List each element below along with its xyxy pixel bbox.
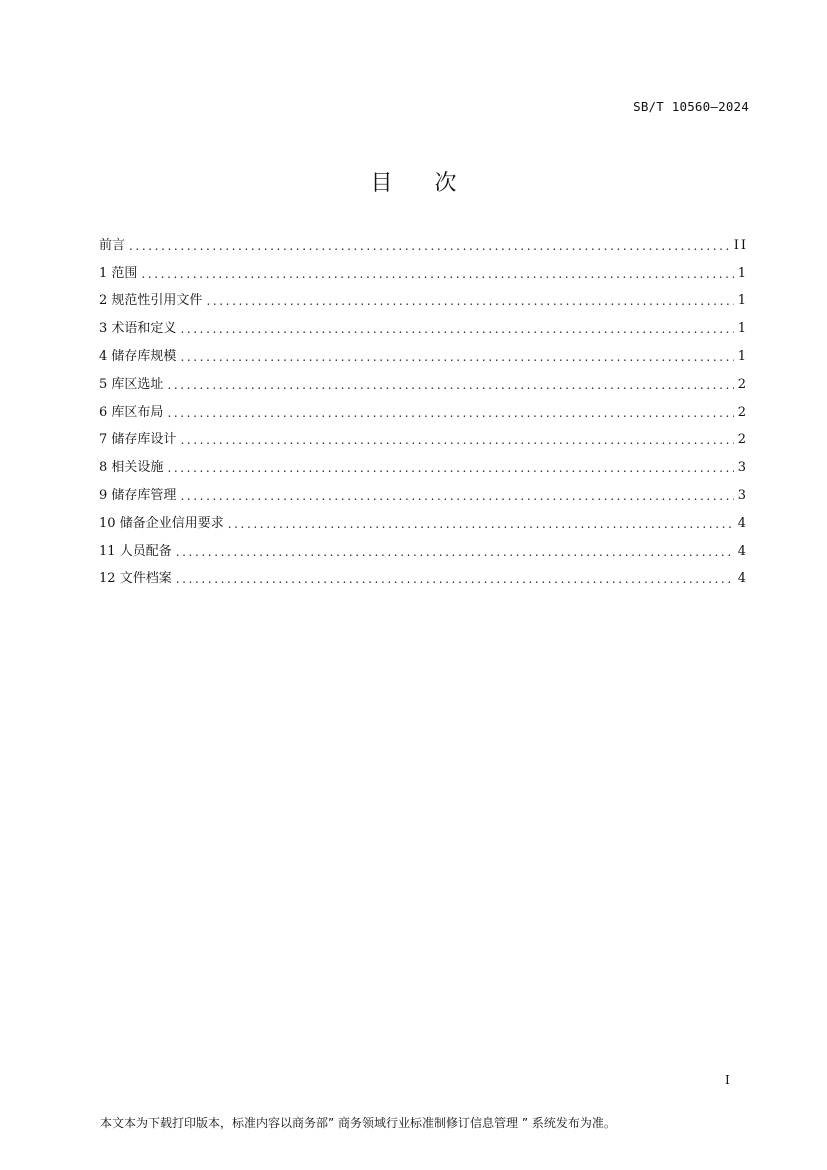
toc-label: 术语和定义: [111, 321, 177, 337]
toc-page: 1: [737, 265, 748, 281]
toc-leader-dots: [167, 375, 733, 395]
toc-entry-1[interactable]: [99, 256, 748, 284]
toc-leader-dots: [176, 569, 734, 589]
toc-label: 库区选址: [111, 376, 164, 392]
toc-number: 9: [99, 487, 108, 503]
toc-page: 4: [737, 571, 748, 587]
toc-label: 储备企业信用要求: [119, 515, 224, 531]
toc-page: 1: [737, 293, 748, 309]
toc-label: 库区布局: [111, 404, 164, 420]
table-of-contents: [99, 228, 748, 589]
page-number: I: [725, 1073, 730, 1087]
toc-number: 5: [99, 376, 108, 392]
toc-entry-5[interactable]: [99, 367, 748, 395]
toc-number: 10: [99, 515, 116, 531]
toc-leader-dots: [176, 542, 734, 562]
toc-page: 4: [737, 515, 748, 531]
toc-page: 2: [737, 376, 748, 392]
toc-entry-6[interactable]: [99, 395, 748, 423]
toc-entry-foreword[interactable]: [99, 228, 748, 256]
toc-page: 3: [737, 487, 748, 503]
toc-entry-7[interactable]: [99, 423, 748, 451]
toc-entry-8[interactable]: [99, 450, 748, 478]
toc-page: 2: [737, 432, 748, 448]
toc-number: 6: [99, 404, 108, 420]
toc-label: 人员配备: [119, 543, 172, 559]
toc-leader-dots: [167, 403, 733, 423]
toc-entry-4[interactable]: [99, 339, 748, 367]
toc-leader-dots: [129, 236, 730, 256]
toc-page: 2: [737, 404, 748, 420]
toc-page: 3: [737, 460, 748, 476]
toc-label: 范围: [111, 265, 138, 281]
toc-label: 储存库规模: [111, 348, 177, 364]
toc-label: 储存库设计: [111, 432, 177, 448]
toc-label: 文件档案: [119, 571, 172, 587]
toc-page: 1: [737, 348, 748, 364]
toc-leader-dots: [167, 458, 733, 478]
footer-note: 本文本为下载打印版本，标准内容以商务部” 商务领域行业标准制修订信息管理 ” 系统发布为准。: [100, 1116, 616, 1130]
toc-leader-dots: [141, 264, 733, 284]
toc-leader-dots: [180, 319, 733, 339]
toc-label: 相关设施: [111, 460, 164, 476]
toc-number: 1: [99, 265, 108, 281]
toc-entry-9[interactable]: [99, 478, 748, 506]
toc-entry-3[interactable]: [99, 311, 748, 339]
toc-entry-10[interactable]: [99, 506, 748, 534]
toc-number: 12: [99, 571, 116, 587]
toc-entry-2[interactable]: [99, 284, 748, 312]
toc-number: 2: [99, 293, 108, 309]
toc-page: 1: [737, 321, 748, 337]
toc-leader-dots: [180, 430, 733, 450]
toc-leader-dots: [180, 486, 733, 506]
toc-entry-12[interactable]: [99, 562, 748, 590]
toc-number: 7: [99, 432, 108, 448]
toc-number: 8: [99, 460, 108, 476]
toc-leader-dots: [228, 514, 734, 534]
toc-number: 3: [99, 321, 108, 337]
standard-code: SB/T 10560—2024: [633, 99, 749, 114]
toc-label: 储存库管理: [111, 487, 177, 503]
toc-leader-dots: [206, 291, 733, 311]
toc-leader-dots: [180, 347, 733, 367]
toc-label: 前言: [99, 237, 126, 253]
toc-label: 规范性引用文件: [111, 293, 203, 309]
toc-number: 11: [99, 543, 116, 559]
toc-number: 4: [99, 348, 108, 364]
toc-page: II: [733, 237, 748, 253]
toc-page: 4: [737, 543, 748, 559]
page-title: 目次: [370, 171, 499, 196]
toc-entry-11[interactable]: [99, 534, 748, 562]
